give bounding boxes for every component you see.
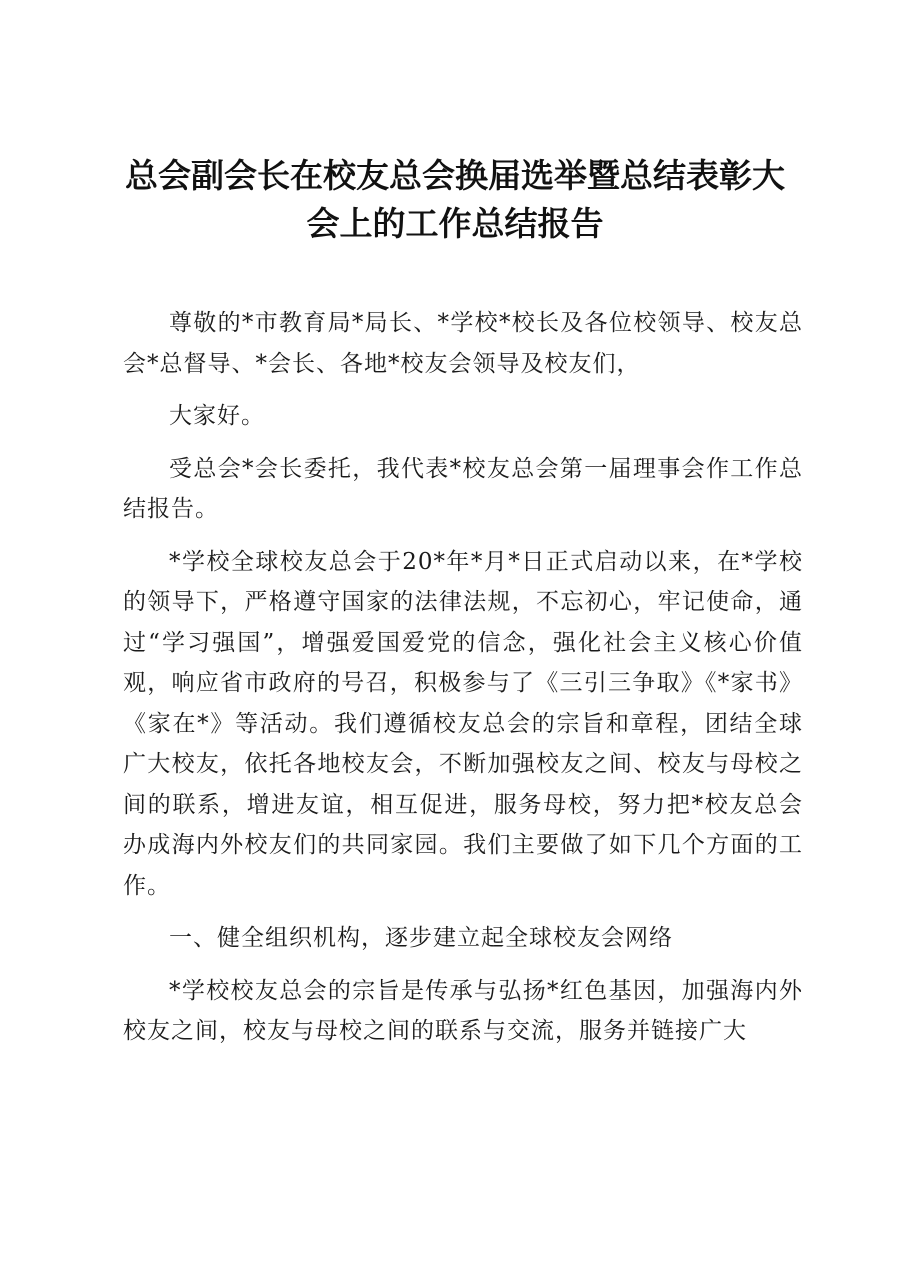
document-title: 总会副会长在校友总会换届选举暨总结表彰大会上的工作总结报告 (125, 156, 785, 243)
greeting-paragraph: 大家好。 (169, 403, 265, 429)
section-heading-1: 一、健全组织机构，逐步建立起全球校友会网络 (169, 925, 673, 951)
document-body (123, 303, 803, 1064)
intro-paragraph: 受总会*会长委托，我代表*校友总会第一届理事会作工作总结报告。 (123, 455, 803, 522)
summary-paragraph: *学校全球校友总会于20*年*月*日正式启动以来，在*学校的领导下，严格遵守国家的法律法规，不忘初心，牢记使命，通过“学习强国”，增强爱国爱党的信念，强化社会主义核心价值观，响应省市政府的号召，积极参与了《三引三争取》《*家书》《家在*》等活动。我们遵循校友总会的宗旨和章程，团结全球广大校友，依托各地校友会，不断加强校友之间、校友与母校之间的联系，增进友谊，相互促进，服务母校，努力把*校友总会办成海内外校友们的共同家园。我们主要做了如下几个方面的工作。 (123, 548, 803, 899)
section-1-paragraph: *学校校友总会的宗旨是传承与弘扬*红色基因，加强海内外校友之间，校友与母校之间的联系与交流，服务并链接广大 (123, 977, 803, 1044)
salutation-paragraph: 尊敬的*市教育局*局长、*学校*校长及各位校领导、校友总会*总督导、*会长、各地*校友会领导及校友们， (123, 310, 803, 377)
